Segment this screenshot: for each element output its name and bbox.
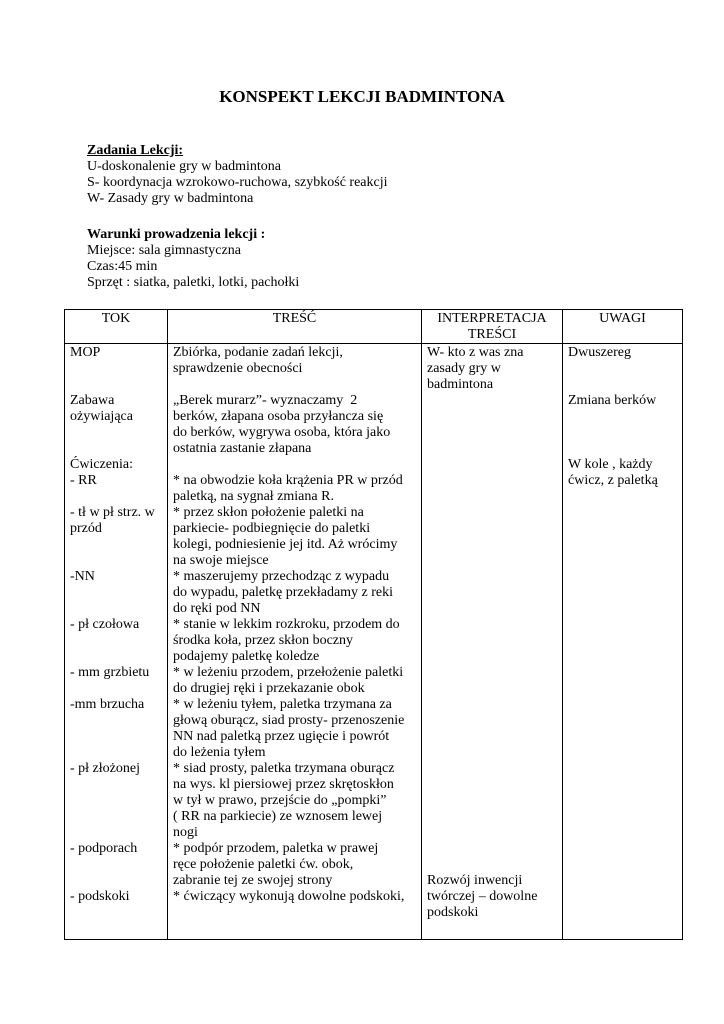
tok-line [70, 537, 162, 553]
tresc-line: na swoje miejsce [173, 553, 269, 568]
interpretacja-line [427, 569, 557, 585]
interpretacja-line: badmintona [427, 377, 494, 392]
tok-line [70, 729, 162, 745]
uwagi-line: Dwuszereg [568, 345, 631, 360]
uwagi-line: Zmiana berków [568, 393, 657, 408]
tok-line [70, 441, 162, 457]
tok-line [70, 745, 162, 761]
tok-line [70, 809, 162, 825]
interpretacja-line [427, 809, 557, 825]
interpretacja-line [427, 473, 557, 489]
lesson-task-item: U-doskonalenie gry w badmintona [87, 159, 282, 174]
tok-line [70, 553, 162, 569]
tresc-line: zabranie tej ze swojej strony [173, 873, 333, 888]
tok-line [70, 857, 162, 873]
uwagi-line [568, 377, 677, 393]
tresc-line: * w leżeniu tyłem, paletka trzymana za [173, 697, 392, 712]
interpretacja-line [427, 393, 557, 409]
tok-line: - podporach [70, 841, 138, 856]
tresc-line: * podpór przodem, paletka w prawej [173, 841, 379, 856]
column-header-uwagi: UWAGI [563, 310, 683, 344]
column-header-tresc: TREŚĆ [168, 310, 422, 344]
interpretacja-line: W- kto z was zna [427, 345, 524, 360]
lesson-plan-table [64, 309, 683, 940]
uwagi-line [568, 361, 677, 377]
tresc-line: ( RR na parkiecie) ze wznosem lewej [173, 809, 383, 824]
tresc-line: * siad prosty, paletka trzymana oburącz [173, 761, 395, 776]
interpretacja-line [427, 409, 557, 425]
interpretacja-line [427, 537, 557, 553]
interpretacja-line [427, 601, 557, 617]
tresc-line: paletką, na sygnał zmiana R. [173, 489, 334, 504]
tresc-line: Zbiórka, podanie zadań lekcji, [173, 345, 343, 360]
uwagi-line [568, 425, 677, 441]
interpretacja-line: twórczej – dowolne [427, 889, 538, 904]
tresc-line [173, 457, 416, 473]
tresc-line: podajemy paletkę koledze [173, 649, 320, 664]
lesson-tasks-heading: Zadania Lekcji: [87, 143, 184, 158]
tresc-line: na wys. kl piersiowej przez skrętoskłon [173, 777, 394, 792]
interpretacja-line [427, 729, 557, 745]
lesson-conditions-section [87, 227, 299, 291]
tok-line: - pł złożonej [70, 761, 140, 776]
interpretacja-line [427, 745, 557, 761]
tok-line: -NN [70, 569, 95, 584]
tok-line [70, 681, 162, 697]
tok-line: - RR [70, 473, 97, 488]
tok-line [70, 361, 162, 377]
interpretacja-line [427, 841, 557, 857]
uwagi-line [568, 441, 677, 457]
interpretacja-line [427, 825, 557, 841]
tok-line [70, 425, 162, 441]
tresc-line: ostatnia zastanie złapana [173, 441, 312, 456]
tok-line [70, 377, 162, 393]
interpretacja-line: podskoki [427, 905, 479, 920]
interpretacja-line [427, 713, 557, 729]
interpretacja-line [427, 761, 557, 777]
tok-line [70, 873, 162, 889]
interpretacja-line [427, 665, 557, 681]
interpretacja-line: zasady gry w [427, 361, 501, 376]
column-header-tok: TOK [65, 310, 168, 344]
tok-line: przód [70, 521, 102, 536]
tok-line [70, 777, 162, 793]
tresc-line: w tył w prawo, przejście do „pompki” [173, 793, 387, 808]
lesson-task-item: S- koordynacja wzrokowo-ruchowa, szybkość reakcji [87, 175, 388, 190]
interpretacja-line: Rozwój inwencji [427, 873, 523, 888]
tresc-line: głową oburącz, siad prosty- przenoszenie [173, 713, 405, 728]
tok-line: - tł w pł strz. w [70, 505, 155, 520]
tok-line: Ćwiczenia: [70, 457, 133, 472]
column-header-interpretacja: INTERPRETACJA TREŚCI [422, 310, 563, 344]
tresc-line: sprawdzenie obecności [173, 361, 303, 376]
tok-line: - podskoki [70, 889, 130, 904]
tresc-line: * ćwiczący wykonują dowolne podskoki, [173, 889, 405, 904]
table-row [65, 344, 683, 940]
interpretacja-line [427, 521, 557, 537]
interpretacja-line [427, 425, 557, 441]
tok-cell [65, 344, 168, 940]
tok-line: MOP [70, 345, 101, 360]
interpretacja-line [427, 793, 557, 809]
tresc-line: do wypadu, paletkę przekładamy z reki [173, 585, 394, 600]
interpretacja-line [427, 649, 557, 665]
interpretacja-line [427, 617, 557, 633]
lesson-task-item: W- Zasady gry w badmintona [87, 191, 254, 206]
tresc-line: * stanie w lekkim rozkroku, przodem do [173, 617, 400, 632]
table-header-row [65, 310, 683, 344]
tok-line [70, 649, 162, 665]
interpretacja-line [427, 857, 557, 873]
tok-line: - mm grzbietu [70, 665, 150, 680]
tresc-line: nogi [173, 825, 198, 840]
tresc-line: * maszerujemy przechodząc z wypadu [173, 569, 390, 584]
tresc-line: NN nad paletką przez ugięcie i powrót [173, 729, 390, 744]
tok-line [70, 793, 162, 809]
tresc-line: * w leżeniu przodem, przełożenie paletki [173, 665, 404, 680]
tresc-line: * na obwodzie koła krążenia PR w przód [173, 473, 403, 488]
interpretacja-line [427, 441, 557, 457]
interpretacja-line [427, 777, 557, 793]
uwagi-line [568, 409, 677, 425]
tresc-line: do drugiej ręki i przekazanie obok [173, 681, 365, 696]
tresc-line: parkiecie- podbiegnięcie do paletki [173, 521, 371, 536]
interpretacja-cell [422, 344, 563, 940]
tresc-line: ręce położenie paletki ćw. obok, [173, 857, 354, 872]
uwagi-line: W kole , każdy [568, 457, 653, 472]
tok-line [70, 825, 162, 841]
interpretacja-line [427, 585, 557, 601]
tok-line [70, 713, 162, 729]
lesson-condition-item: Sprzęt : siatka, paletki, lotki, pachołki [87, 275, 300, 290]
tresc-line: do leżenia tyłem [173, 745, 266, 760]
tok-line [70, 633, 162, 649]
tresc-line: do berków, wygrywa osoba, która jako [173, 425, 391, 440]
interpretacja-line [427, 553, 557, 569]
lesson-condition-item: Czas:45 min [87, 259, 158, 274]
tok-line [70, 601, 162, 617]
tresc-cell [168, 344, 422, 940]
tresc-line: środka koła, przez skłon boczny [173, 633, 353, 648]
interpretacja-line [427, 505, 557, 521]
tresc-line: berków, złapana osoba przyłancza się [173, 409, 384, 424]
lesson-condition-item: Miejsce: sala gimnastyczna [87, 243, 241, 258]
tok-line: Zabawa [70, 393, 115, 408]
tresc-line: „Berek murarz”- wyznaczamy 2 [173, 393, 358, 408]
interpretacja-line [427, 457, 557, 473]
interpretacja-line [427, 633, 557, 649]
uwagi-cell [563, 344, 683, 940]
interpretacja-line [427, 697, 557, 713]
tresc-line: kolegi, podniesienie jej itd. Aż wrócimy [173, 537, 398, 552]
document-title: KONSPEKT LEKCJI BADMINTONA [219, 87, 505, 106]
uwagi-line: ćwicz, z paletką [568, 473, 658, 488]
tok-line: ożywiająca [70, 409, 133, 424]
lesson-conditions-heading: Warunki prowadzenia lekcji : [87, 227, 266, 242]
interpretacja-line [427, 681, 557, 697]
tresc-line [173, 377, 416, 393]
lesson-tasks-section [87, 143, 388, 207]
tok-line [70, 585, 162, 601]
tresc-line: do ręki pod NN [173, 601, 261, 616]
tok-line: -mm brzucha [70, 697, 145, 712]
interpretacja-line [427, 489, 557, 505]
tok-line: - pł czołowa [70, 617, 140, 632]
tok-line [70, 489, 162, 505]
tresc-line: * przez skłon położenie paletki na [173, 505, 364, 520]
